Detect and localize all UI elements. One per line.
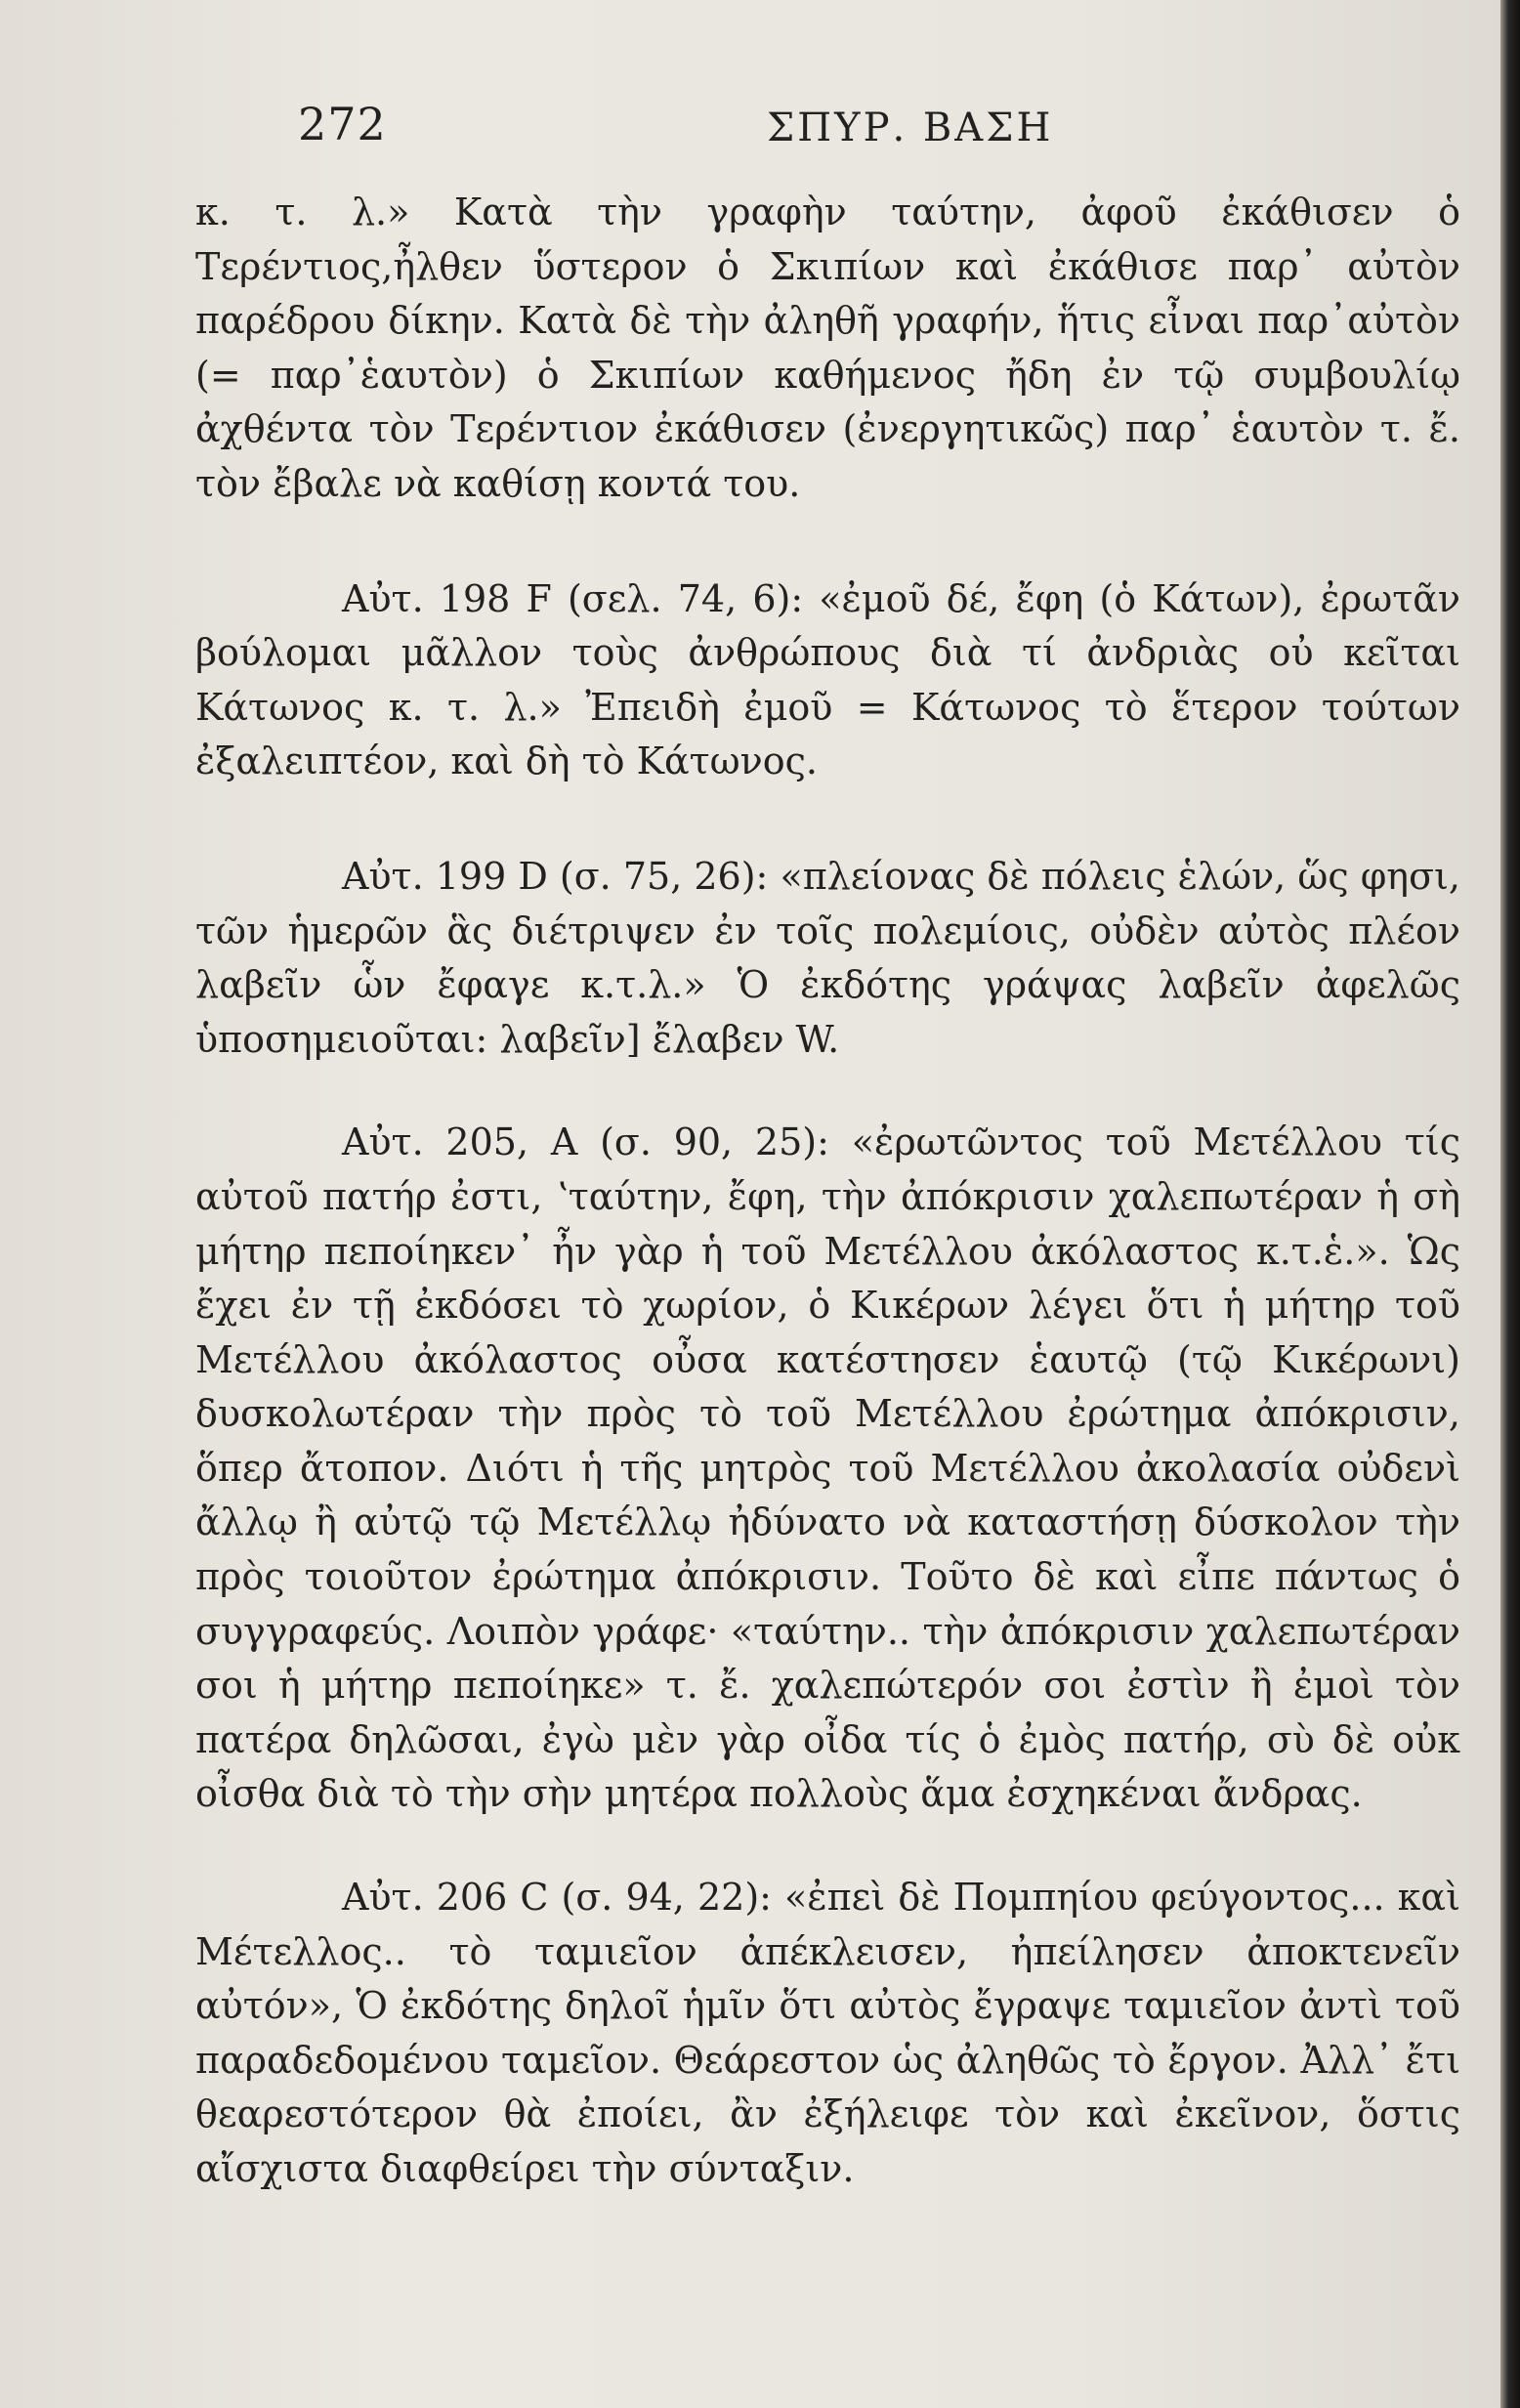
paragraph: Αὐτ. 199 D (σ. 75, 26): «πλείονας δὲ πόλεις ἑλών, ὥς φησι, τῶν ἡμερῶν ἃς διέτριψεν ἐν τοῖς πολεμίοις, οὐδὲν αὐτὸς πλέον λαβεῖν ὧν ἔφαγε κ.τ.λ.» Ὁ ἐκδότης γράψας λαβεῖν ἀφελῶς ὑποσημειοῦται: λαβεῖν] ἔλαβεν W. (195, 854, 1460, 1061)
paragraph: Αὐτ. 205, A (σ. 90, 25): «ἐρωτῶντος τοῦ Μετέλλου τίς αὐτοῦ πατήρ ἐστι, ʽταύτην, ἔφη, τὴν ἀπόκρισιν χαλεπωτέραν ἡ σὴ μήτηρ πεποίηκεν᾽ ἦν γὰρ ἡ τοῦ Μετέλλου ἀκόλαστος κ.τ.ἑ.». Ὡς ἔχει ἐν τῇ ἐκδόσει τὸ χωρίον, ὁ Κικέρων λέγει ὅτι ἡ μήτηρ τοῦ Μετέλλου ἀκόλαστος οὖσα κατέστησεν ἑαυτῷ (τῷ Κικέρωνι) δυσκολωτέραν τὴν πρὸς τὸ τοῦ Μετέλλου ἐρώτημα ἀπόκρισιν, ὅπερ ἄτοπον. Διότι ἡ τῆς μητρὸς τοῦ Μετέλλου ἀκολασία οὐδενὶ ἄλλῳ ἢ αὐτῷ τῷ Μετέλλῳ ἠδύνατο νὰ καταστήσῃ δύσκολον τὴν πρὸς τοιοῦτον ἐρώτημα ἀπόκρισιν. Τοῦτο δὲ καὶ εἶπε πάντως ὁ συγγραφεύς. Λοιπὸν γράφε· «ταύτην.. τὴν ἀπόκρισιν χαλεπωτέραν σοι ἡ μήτηρ πεποίηκε» τ. ἔ. χαλεπώτερόν σοι ἐστὶν ἢ ἐμοὶ τὸν πατέρα δηλῶσαι, ἐγὼ μὲν γὰρ οἶδα τίς ὁ ἐμὸς πατήρ, σὺ δὲ οὐκ οἶσθα διὰ τὸ τὴν σὴν μητέρα πολλοὺς ἅμα ἐσχηκέναι ἄνδρας. (195, 1120, 1460, 1816)
paragraph: Αὐτ. 198 F (σελ. 74, 6): «ἐμοῦ δέ, ἔφη (ὁ Κάτων), ἐρωτᾶν βούλομαι μᾶλλον τοὺς ἀνθρώπους διὰ τί ἀνδριὰς οὐ κεῖται Κάτωνος κ. τ. λ.» Ἐπειδὴ ἐμοῦ = Κάτωνος τὸ ἕτερον τούτων ἐξαλειπτέον, καὶ δὴ τὸ Κάτωνος. (195, 576, 1460, 783)
paragraph: κ. τ. λ.» Κατὰ τὴν γραφὴν ταύτην, ἀφοῦ ἐκάθισεν ὁ Τερέντιος,ἦλθεν ὕστερον ὁ Σκιπίων καὶ ἐκάθισε παρ᾽ αὐτὸν παρέδρου δίκην. Κατὰ δὲ τὴν ἀληθῆ γραφήν, ἥτις εἶναι παρ᾽αὐτὸν (= παρ᾽ἑαυτὸν) ὁ Σκιπίων καθήμενος ἤδη ἐν τῷ συμβουλίῳ ἀχθέντα τὸν Τερέντιον ἐκάθισεν (ἐνεργητικῶς) παρ᾽ ἑαυτὸν τ. ἔ. τὸν ἔβαλε νὰ καθίσῃ κοντά του. (195, 190, 1460, 505)
page-header (298, 98, 1451, 166)
body-text (195, 186, 1460, 2197)
paragraph: Αὐτ. 206 C (σ. 94, 22): «ἐπεὶ δὲ Πομπηίου φεύγοντος... καὶ Μέτελλος.. τὸ ταμιεῖον ἀπέκλεισεν, ἠπείλησεν ἀποκτενεῖν αὐτόν», Ὁ ἐκδότης δηλοῖ ἡμῖν ὅτι αὐτὸς ἔγραψε ταμιεῖον ἀντὶ τοῦ παραδεδομένου ταμεῖον. Θεάρεστον ὡς ἀληθῶς τὸ ἔργον. Ἀλλ᾽ ἔτι θεαρεστότερον θὰ ἐποίει, ἂν ἐξήλειφε τὸν καὶ ἐκεῖνον, ὅστις αἴσχιστα διαφθείρει τὴν σύνταξιν. (195, 1876, 1460, 2190)
running-head: ΣΠΥΡ. ΒΑΣΗ (767, 106, 1054, 150)
page-number: 272 (298, 98, 387, 150)
page-edge-shadow (1500, 0, 1520, 2408)
